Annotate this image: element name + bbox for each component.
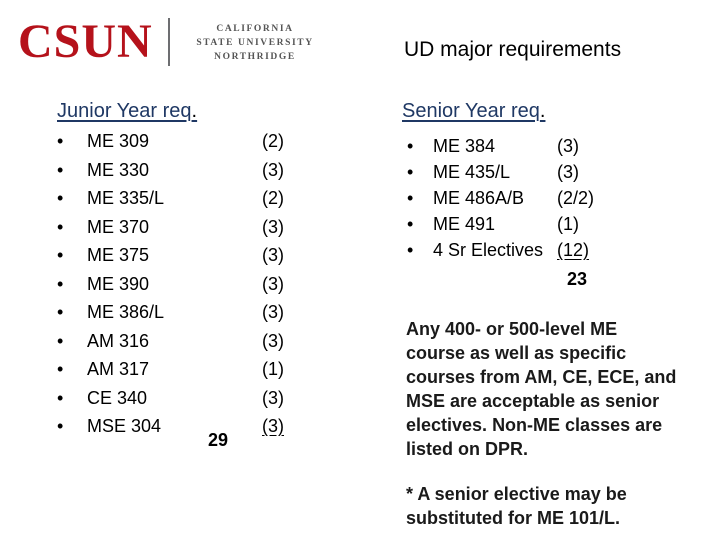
course-units: (2) xyxy=(262,131,284,151)
course-units: (3) xyxy=(557,162,579,182)
course-units: (1) xyxy=(262,359,284,379)
bullet-icon: • xyxy=(407,214,414,234)
course-item xyxy=(57,184,284,213)
bullet-icon: • xyxy=(57,330,64,351)
course-item xyxy=(407,185,667,211)
bullet-icon: • xyxy=(57,302,64,322)
bullet-icon: • xyxy=(57,359,64,379)
course-name: ME 486A/B xyxy=(433,188,525,208)
course-units: (3) xyxy=(262,216,284,237)
bullet-icon: • xyxy=(407,240,414,260)
course-units: (1) xyxy=(557,214,579,234)
junior-heading-period: . xyxy=(191,100,198,122)
course-item xyxy=(407,211,667,237)
junior-year-heading xyxy=(57,98,197,124)
junior-heading-text: Junior Year req xyxy=(57,100,192,122)
course-units: (3) xyxy=(262,273,284,294)
csun-logo xyxy=(18,14,318,70)
course-units: (3) xyxy=(262,159,284,180)
course-item xyxy=(57,213,284,242)
course-name: AM 316 xyxy=(87,330,150,351)
course-name: ME 370 xyxy=(87,216,150,237)
course-item xyxy=(407,237,667,263)
course-name: AM 317 xyxy=(87,359,150,379)
course-units: (3) xyxy=(557,136,579,156)
course-name: ME 491 xyxy=(433,214,496,234)
course-units: (3) xyxy=(262,245,284,265)
bullet-icon: • xyxy=(57,273,64,294)
course-units: (3) xyxy=(262,330,284,351)
course-item xyxy=(57,384,284,413)
course-item xyxy=(57,127,284,156)
bullet-icon: • xyxy=(407,188,414,208)
course-item xyxy=(57,298,284,327)
logo-subtitle-line: CALIFORNIA xyxy=(216,24,294,34)
course-name: ME 384 xyxy=(433,136,496,156)
substitution-note: * A senior elective may be substituted for ME 101/L. xyxy=(406,484,627,528)
course-name: 4 Sr Electives xyxy=(433,240,544,260)
senior-heading-text: Senior Year req xyxy=(402,100,540,122)
course-item xyxy=(407,133,667,159)
senior-year-heading xyxy=(402,98,545,124)
course-name: ME 335/L xyxy=(87,188,165,208)
bullet-icon: • xyxy=(57,387,64,408)
course-name: ME 435/L xyxy=(433,162,511,182)
course-item xyxy=(57,156,284,185)
logo-divider xyxy=(168,18,170,66)
bullet-icon: • xyxy=(57,216,64,237)
course-item xyxy=(57,327,284,356)
senior-course-list xyxy=(407,133,667,263)
course-item xyxy=(57,355,284,384)
course-units: (3) xyxy=(262,387,284,408)
junior-course-list xyxy=(57,127,284,441)
course-name: ME 309 xyxy=(87,131,150,151)
bullet-icon: • xyxy=(57,159,64,180)
logo-wordmark: CSUN xyxy=(18,15,153,68)
course-name: ME 386/L xyxy=(87,302,165,322)
course-units: (12) xyxy=(557,240,590,260)
course-name: MSE 304 xyxy=(87,416,162,436)
course-units: (2) xyxy=(262,188,284,208)
logo-subtitle-line: NORTHRIDGE xyxy=(214,52,296,62)
course-name: ME 375 xyxy=(87,245,150,265)
course-units: (2/2) xyxy=(557,188,595,208)
bullet-icon: • xyxy=(57,188,64,208)
bullet-icon: • xyxy=(57,131,64,151)
electives-note: Any 400- or 500-level ME course as well as specific courses from AM, CE, ECE, and MSE are acceptable as senior electives. Non-ME classes are listed on DPR. xyxy=(406,319,677,459)
course-name: ME 390 xyxy=(87,273,150,294)
course-name: ME 330 xyxy=(87,159,150,180)
course-units: (3) xyxy=(262,302,284,322)
logo-subtitle xyxy=(180,22,330,64)
course-item xyxy=(57,270,284,299)
course-units: (3) xyxy=(262,416,284,436)
bullet-icon: • xyxy=(57,245,64,265)
bullet-icon: • xyxy=(407,136,414,156)
course-item xyxy=(407,159,667,185)
course-name: CE 340 xyxy=(87,387,148,408)
logo-subtitle-line: STATE UNIVERSITY xyxy=(196,38,314,48)
course-item xyxy=(57,241,284,270)
senior-total-units: 23 xyxy=(567,269,588,289)
slide-title: UD major requirements xyxy=(404,38,622,61)
senior-heading-period: . xyxy=(539,100,546,122)
bullet-icon: • xyxy=(57,416,64,436)
junior-total-units: 29 xyxy=(208,430,229,450)
bullet-icon: • xyxy=(407,162,414,182)
